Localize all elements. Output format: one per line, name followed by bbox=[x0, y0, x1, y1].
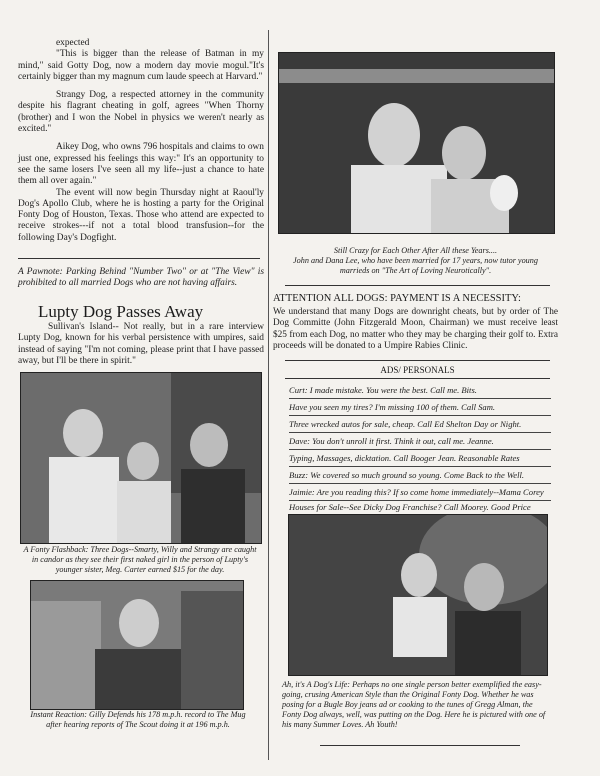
lupty-article: Sullivan's Island-- Not really, but in a rare interview Lupty Dog, known for his verbal persistence with umpires, said instead of saying "I'm not coming, please print that I have passed away, but I'll be there in spirit." bbox=[18, 322, 264, 366]
article-fragment: expected bbox=[56, 38, 90, 48]
photo-instant-reaction bbox=[30, 580, 244, 710]
divider-rule bbox=[285, 360, 550, 361]
lupty-headline: Lupty Dog Passes Away bbox=[38, 302, 204, 321]
divider-rule bbox=[18, 258, 260, 259]
article-continued bbox=[18, 38, 264, 244]
personal-ad-typing: Typing, Massages, dicktation. Call Booger Jean. Reasonable Rates bbox=[289, 453, 551, 467]
personal-ad-curt: Curt: I made mistake. You were the best. Call me. Bits. bbox=[289, 385, 551, 399]
personal-ad-buzz: Buzz: We covered so much ground so young. Come Back to the Well. bbox=[289, 470, 551, 484]
divider-rule bbox=[320, 745, 520, 746]
photo-couple bbox=[278, 52, 555, 234]
photo-three-dogs bbox=[20, 372, 262, 544]
attention-body: We understand that many Dogs are downright cheats, but by order of The Dog Committe (John Fitzgerald Moon, Chairman) we must receive least $25 from each Dog, no matter who they may be charging their golf to. Extra proceeds will be donated to a Umpire Rabies Clinic. bbox=[273, 307, 558, 351]
personal-ad-autos: Three wrecked autos for sale, cheap. Call Ed Shelton Day or Night. bbox=[289, 419, 551, 433]
personal-ad-dave: Dave: You don't unroll it first. Think it out, call me. Jeanne. bbox=[289, 436, 551, 450]
divider-rule bbox=[285, 285, 550, 286]
divider-rule bbox=[285, 378, 550, 379]
photo-caption-still-crazy: Still Crazy for Each Other After All these Years.... bbox=[333, 246, 498, 255]
personal-ad-jaimie: Jaimie: Are you reading this? If so come home immediately--Mama Corey bbox=[289, 487, 551, 501]
personals-title: ADS/ PERSONALS bbox=[380, 365, 455, 375]
column-divider bbox=[268, 30, 269, 760]
photo-dogs-life bbox=[288, 514, 548, 676]
photo-caption-flashback: A Fonty Flashback: Three Dogs--Smarty, Willy and Strangy are caught in candor as they see their first naked girl in the person of Lupty's younger sister, Meg. Carter earned $15 for the day. bbox=[23, 545, 257, 574]
quote-strangy: Strangy Dog, a respected attorney in the community despite his flagrant cheating in golf, agrees "When Thorny (brother) and I won the Nobel in physics we weren't nearly as excited." bbox=[18, 90, 264, 135]
personal-ad-tires: Have you seen my tires? I'm missing 100 of them. Call Sam. bbox=[289, 402, 551, 416]
event-paragraph: The event will now begin Thursday night at Raoul'ly Dog's Apollo Club, where he is hosting a party for the Original Fonty Dog of Houston, Texas. Those who attend are expected to receive strokes---if not a total blood transfusion--for the following Day's Dogfight. bbox=[18, 187, 264, 243]
photo-caption-dogs-life: Ah, it's A Dog's Life: Perhaps no one single person better exemplified the easy-going, crusing American Style than the Original Fonty Dog. Whether he was posing for a Bugle Boy jeans ad or cooking to the tunes of Gregg Alman, the Fonty Dog always, well, was putting on the Dog. Here he is pictured with one of his many Summer Loves. Ah Youth! bbox=[282, 680, 546, 729]
photo-caption-instant-reaction: Instant Reaction: Gilly Defends his 178 m.p.h. record to The Mug after hearing reports of The Scout doing it at 196 m.p.h. bbox=[30, 710, 246, 729]
pawnote: A Pawnote: Parking Behind "Number Two" or at "The View" is prohibited to all married Dogs who are not having affairs. bbox=[18, 267, 264, 289]
photo-caption-john-dana: John and Dana Lee, who have been married for 17 years, now tutor young marrieds on "The Art of Loving Neurotically". bbox=[293, 256, 538, 275]
quote-gotty: "This is bigger than the release of Batman in my mind," said Gotty Dog, now a modern day movie mogul."It's certainly bigger than my magnum cum laude speech at Harvard." bbox=[18, 49, 264, 82]
attention-headline: ATTENTION ALL DOGS: PAYMENT IS A NECESSITY: bbox=[273, 293, 521, 304]
quote-aikey: Aikey Dog, who owns 796 hospitals and claims to own just one, expressed his feelings this way:" It's an opportunity to see the same losers I've seen all my life--just a chance to hate them all over again." bbox=[18, 142, 264, 187]
personal-ad-houses: Houses for Sale--See Dicky Dog Franchise? Call Moorey. Good Price bbox=[289, 502, 531, 512]
